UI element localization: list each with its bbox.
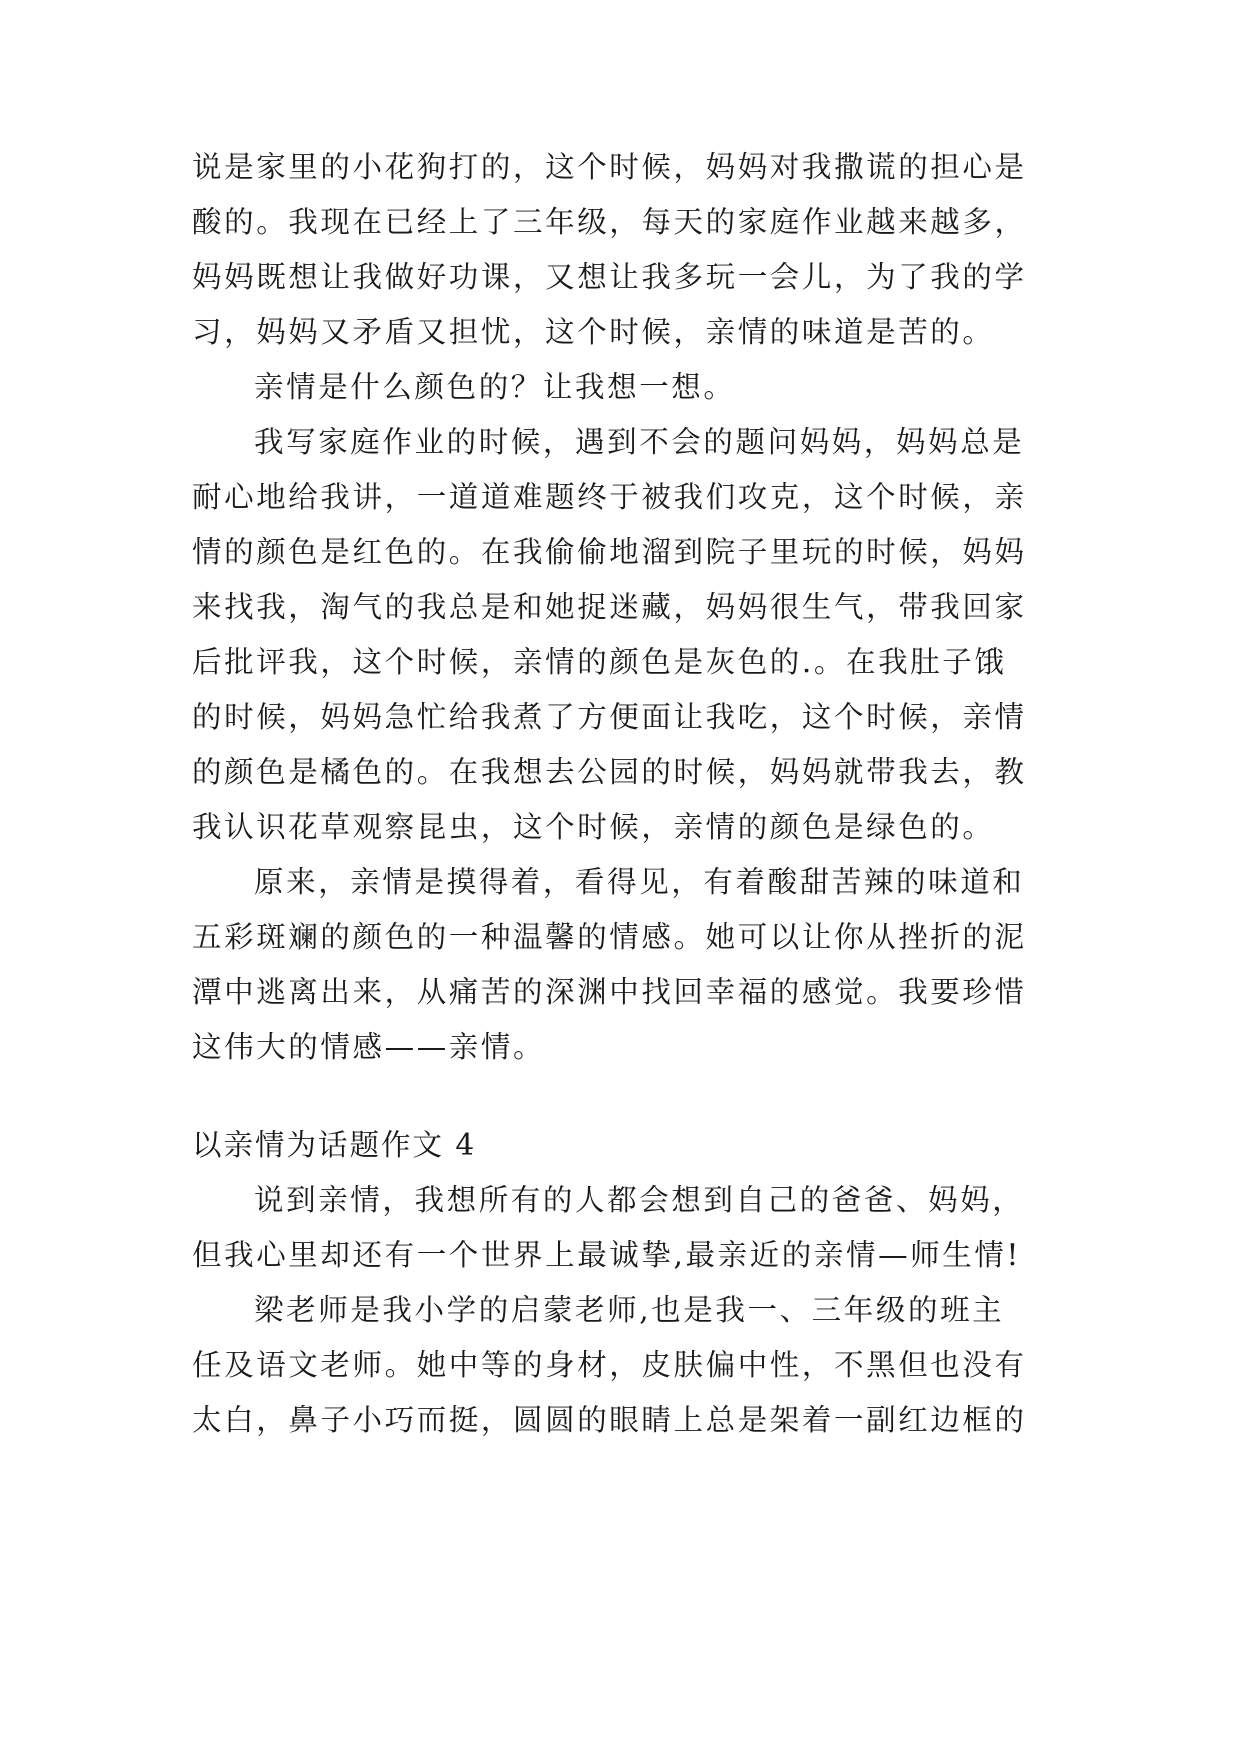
text-line: 习，妈妈又矛盾又担忧，这个时候，亲情的味道是苦的。 xyxy=(192,315,995,349)
text-line: 我认识花草观察昆虫，这个时候，亲情的颜色是绿色的。 xyxy=(192,810,995,844)
text-line: 这伟大的情感——亲情。 xyxy=(192,1030,546,1064)
text-line: 五彩斑斓的颜色的一种温馨的情感。她可以让你从挫折的泥 xyxy=(192,920,1027,954)
text-line: 的颜色是橘色的。在我想去公园的时候，妈妈就带我去，教 xyxy=(192,755,1027,789)
text-line: 潭中逃离出来，从痛苦的深渊中找回幸福的感觉。我要珍惜 xyxy=(192,975,1027,1009)
section-heading: 以亲情为话题作文 4 xyxy=(192,1128,477,1162)
paragraph-start-line: 说到亲情，我想所有的人都会想到自己的爸爸、妈妈， xyxy=(254,1183,1025,1217)
text-line: 说是家里的小花狗打的，这个时候，妈妈对我撒谎的担心是 xyxy=(192,150,1027,184)
text-line: 妈妈既想让我做好功课，又想让我多玩一会儿，为了我的学 xyxy=(192,260,1027,294)
text-line: 后批评我，这个时候，亲情的颜色是灰色的.。在我肚子饿 xyxy=(192,645,1007,679)
text-line: 的时候，妈妈急忙给我煮了方便面让我吃，这个时候，亲情 xyxy=(192,700,1027,734)
text-line: 情的颜色是红色的。在我偷偷地溜到院子里玩的时候，妈妈 xyxy=(192,535,1027,569)
paragraph-start-line: 梁老师是我小学的启蒙老师,也是我一、三年级的班主 xyxy=(254,1293,1005,1327)
text-line: 酸的。我现在已经上了三年级，每天的家庭作业越来越多， xyxy=(192,205,1027,239)
text-line: 来找我，淘气的我总是和她捉迷藏，妈妈很生气，带我回家 xyxy=(192,590,1027,624)
paragraph-start-line: 我写家庭作业的时候，遇到不会的题问妈妈，妈妈总是 xyxy=(254,425,1025,459)
paragraph-start-line: 亲情是什么颜色的？让我想一想。 xyxy=(254,370,736,404)
paragraph-start-line: 原来，亲情是摸得着，看得见，有着酸甜苦辣的味道和 xyxy=(254,865,1025,899)
text-line: 但我心里却还有一个世界上最诚挚,最亲近的亲情—师生情! xyxy=(192,1238,1021,1272)
text-line: 太白，鼻子小巧而挺，圆圆的眼睛上总是架着一副红边框的 xyxy=(192,1403,1027,1437)
text-line: 任及语文老师。她中等的身材，皮肤偏中性，不黑但也没有 xyxy=(192,1348,1027,1382)
text-line: 耐心地给我讲，一道道难题终于被我们攻克，这个时候，亲 xyxy=(192,480,1027,514)
